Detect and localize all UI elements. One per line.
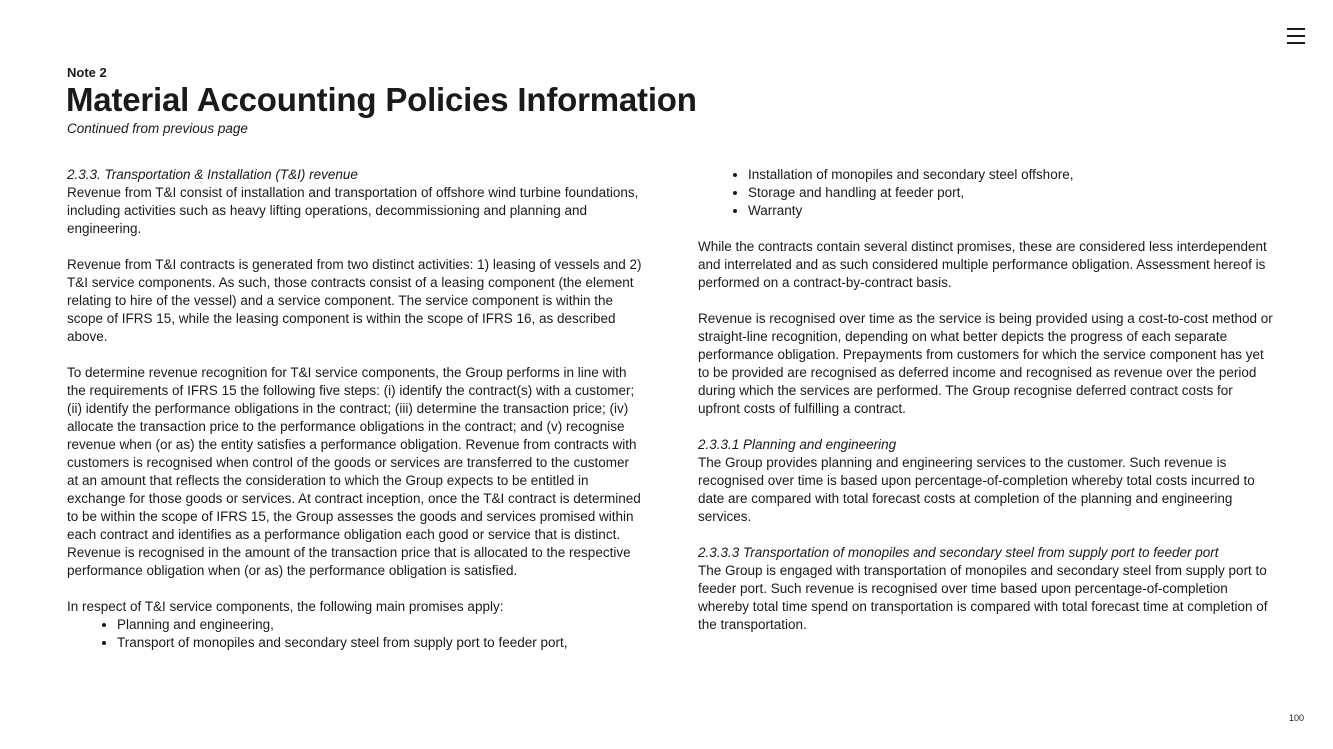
- right-column: [698, 166, 1273, 652]
- section-2-3-3: [67, 166, 642, 238]
- list-item: • Storage and handling at feeder port,: [748, 184, 1273, 202]
- paragraph: While the contracts contain several distinct promises, these are considered less interdependent and interrelated and as such considered multiple performance obligation. Assessment hereof is performed on a contract-by-contract basis.: [698, 239, 1267, 290]
- paragraph: The Group is engaged with transportation of monopiles and secondary steel from supply port to feeder port. Such revenue is recognised over time based upon percentage-of-completion whereby total time spend on transportation is compared with total forecast time at completion of the transportation.: [698, 563, 1268, 632]
- list-item: • Transport of monopiles and secondary steel from supply port to feeder port,: [117, 634, 642, 652]
- left-column: [67, 166, 642, 652]
- list-item: • Installation of monopiles and secondary steel offshore,: [748, 166, 1273, 184]
- note-label: Note 2: [67, 65, 107, 80]
- section-2-3-3-1: [698, 436, 1273, 526]
- menu-bar: [1287, 28, 1305, 30]
- list-item: • Planning and engineering,: [117, 616, 642, 634]
- paragraph: The Group provides planning and engineering services to the customer. Such revenue is recognised over time is based upon percentage-of-completion whereby total costs incurred to date are compared with total forecast costs at completion of the planning and engineering services.: [698, 455, 1255, 524]
- page-title: Material Accounting Policies Information: [66, 81, 697, 118]
- paragraph: To determine revenue recognition for T&I service components, the Group performs in line with the requirements of IFRS 15 the following five steps: (i) identify the contract(s) with a customer; (ii) identify the performance obligations in the contract; (iii) determine the transaction price; (iv) allocate the transaction price to the performance obligations in the contract; and (v) recognise revenue when (or as) the entity satisfies a performance obligation. Revenue from contracts with customers is recognised when control of the goods or services are transferred to the customer at an amount that reflects the consideration to which the Group expects to be entitled in exchange for those goods or services. At contract inception, once the T&I contract is determined to be within the scope of IFRS 15, the Group assesses the goods and services promised within each contract and identifies as a performance obligation each good or service that is distinct. Revenue is recognised in the amount of the transaction price that is allocated to the respective performance obligation when (or as) the performance obligation is satisfied.: [67, 365, 641, 578]
- section-heading: 2.3.3.3 Transportation of monopiles and secondary steel from supply port to feeder port: [698, 545, 1219, 560]
- page-subtitle: Continued from previous page: [67, 121, 248, 136]
- section-heading: 2.3.3.1 Planning and engineering: [698, 437, 897, 452]
- list-item: • Warranty: [748, 202, 1273, 220]
- promises-list-continued: [698, 166, 1273, 220]
- paragraph: Revenue is recognised over time as the service is being provided using a cost-to-cost method or straight-line recognition, depending on what better depicts the progress of each separate performance obligation. Prepayments from customers for which the service component has yet to be provided are recognised as deferred income and recognised as revenue over the period during which the services are performed. The Group recognise deferred contract costs for upfront costs of fulfilling a contract.: [698, 311, 1273, 416]
- paragraph: In respect of T&I service components, the following main promises apply:: [67, 599, 504, 614]
- section-2-3-3-3: [698, 544, 1273, 634]
- page-number: 100: [1289, 713, 1305, 723]
- menu-bar: [1287, 42, 1305, 44]
- section-heading: 2.3.3. Transportation & Installation (T&I) revenue: [67, 167, 358, 182]
- promises-list: [67, 616, 642, 652]
- paragraph: Revenue from T&I contracts is generated from two distinct activities: 1) leasing of vessels and 2) T&I service components. As such, those contracts consist of a leasing component (the element relating to hire of the vessel) and a service component. The service component is within the scope of IFRS 15, while the leasing component is within the scope of IFRS 16, as described above.: [67, 257, 642, 344]
- menu-bar: [1287, 35, 1305, 37]
- hamburger-menu-icon[interactable]: [1287, 27, 1305, 43]
- paragraph: Revenue from T&I consist of installation and transportation of offshore wind turbine foundations, including activities such as heavy lifting operations, decommissioning and planning and engineering.: [67, 185, 639, 236]
